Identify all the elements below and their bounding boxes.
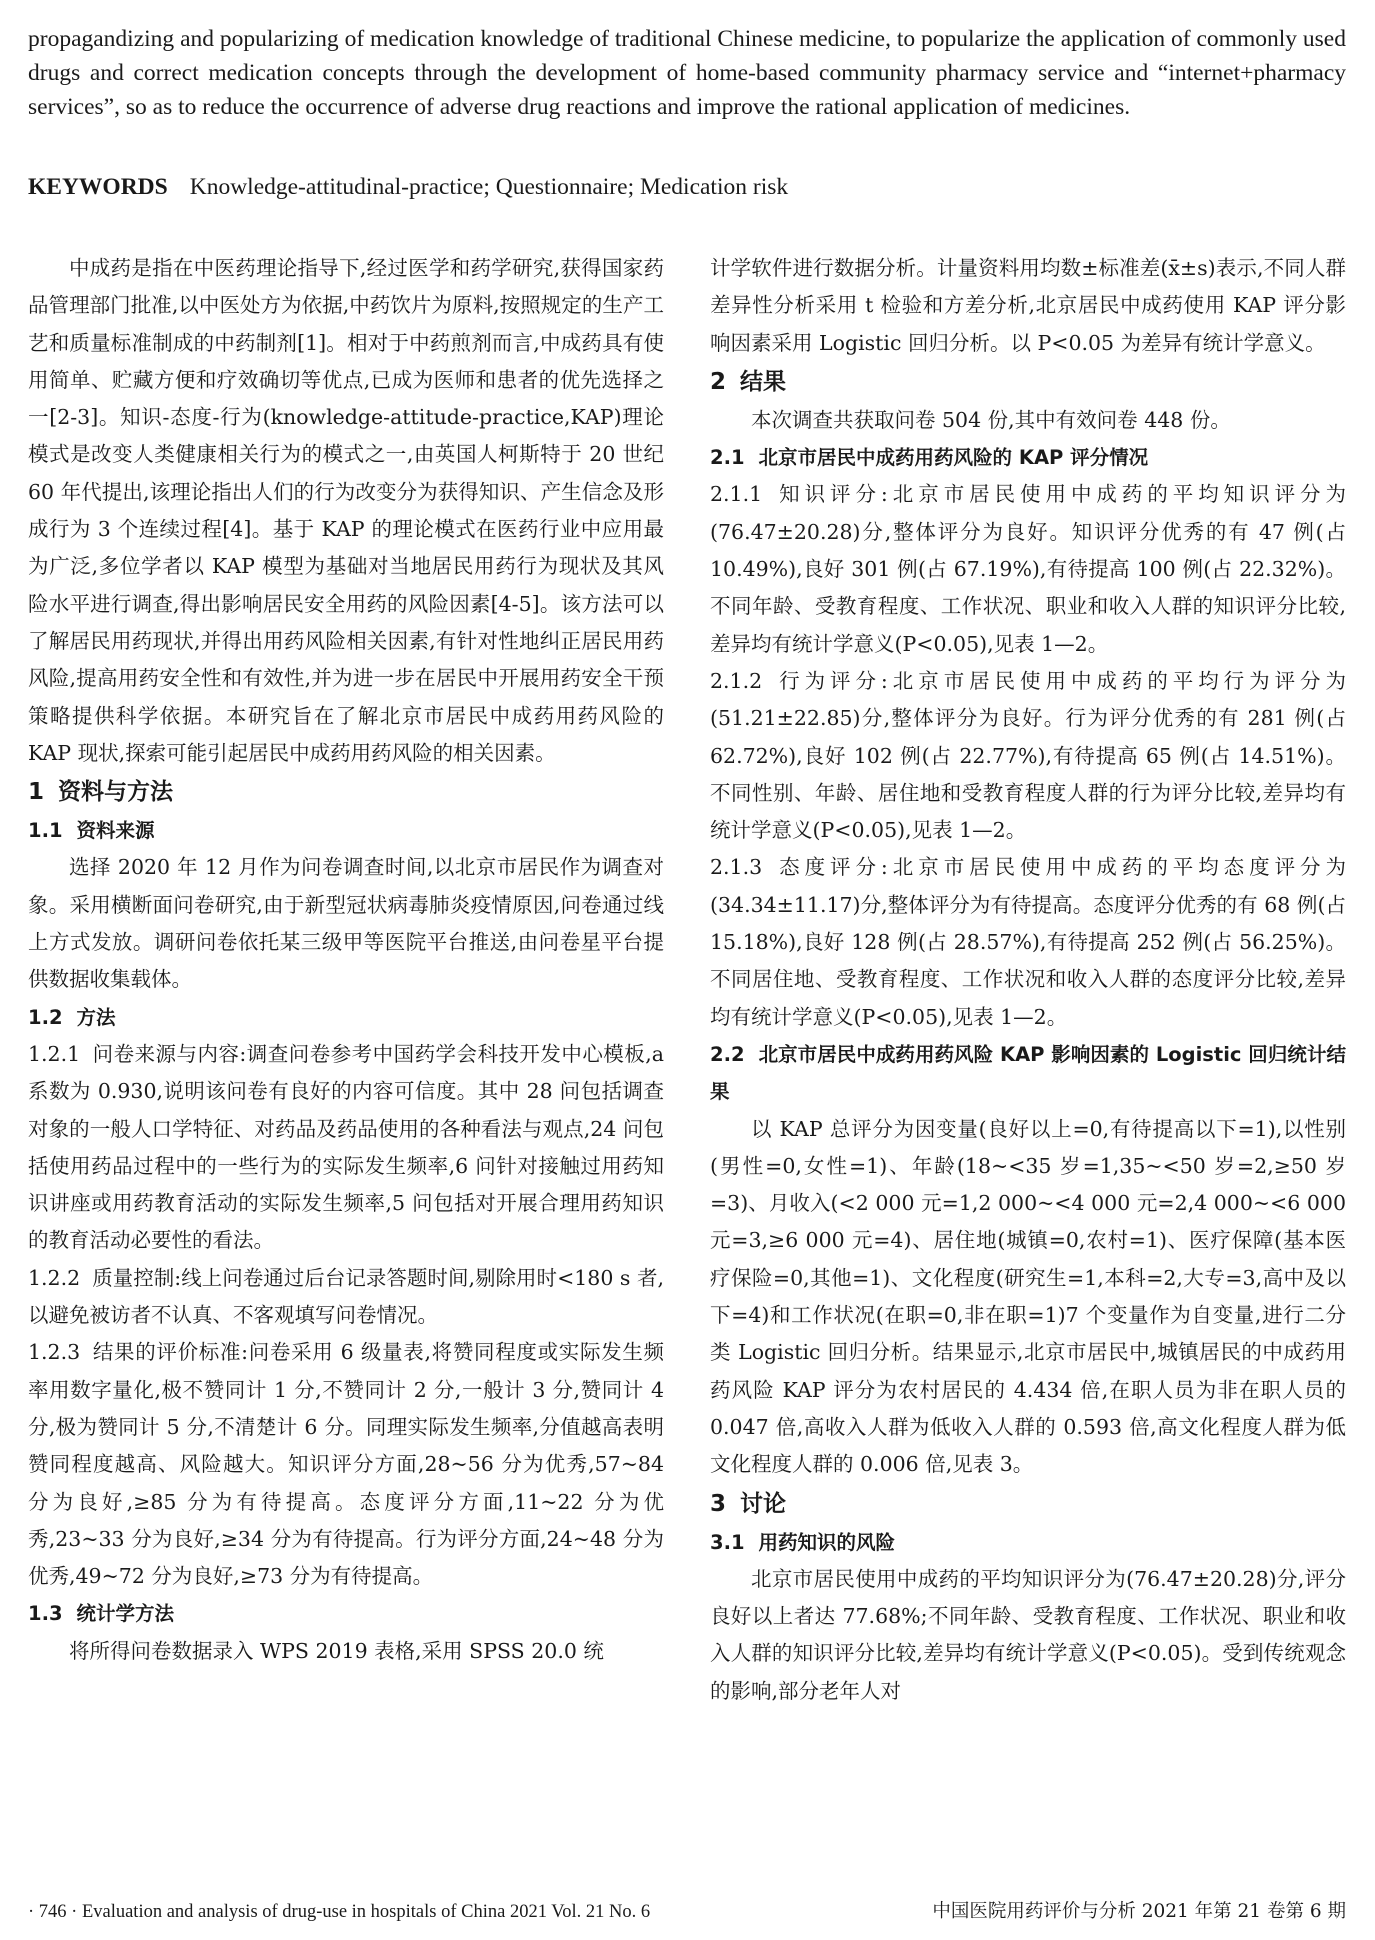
section-2-2-heading [710,1036,1346,1111]
section-1-1-paragraph: 选择 2020 年 12 月作为问卷调查时间,以北京市居民作为调查对象。采用横断面问卷研究,由于新型冠状病毒肺炎疫情原因,问卷通过线上方式发放。调研问卷依托某三级甲等医院平台推送,由问卷星平台提供数据收集载体。 [28,855,664,992]
section-1-1-heading [28,812,664,849]
section-2-1-1-paragraph [710,476,1346,662]
section-1-2-heading [28,999,664,1036]
section-1-2-3-paragraph [28,1334,664,1595]
section-1-2-3-number: 1.2.3 [28,1340,81,1365]
section-1-3-heading [28,1595,664,1632]
section-1-3-number: 1.3 [28,1602,63,1626]
section-3-1-number: 3.1 [710,1530,745,1554]
section-1-3-paragraph: 将所得问卷数据录入 WPS 2019 表格,采用 SPSS 20.0 统 [69,1638,604,1663]
section-1-3-title: 统计学方法 [76,1602,175,1626]
section-3-1-title: 用药知识的风险 [758,1530,896,1554]
section-1-2-1-number: 1.2.1 [28,1041,81,1066]
section-1-1-title: 资料来源 [76,819,155,843]
section-1-number: 1 [28,779,45,806]
section-2-number: 2 [710,368,727,395]
section-2-heading [710,362,1346,402]
section-2-1-2-paragraph [710,663,1346,849]
section-2-1-number: 2.1 [710,446,745,470]
section-2-2-number: 2.2 [710,1042,745,1066]
abstract-tail: propagandizing and popularizing of medication knowledge of traditional Chinese medicine, to popularize the application of commonly used drugs and correct medication concepts through the development of home-based community pharmacy service and “internet+pharmacy services”, so as to reduce the occurrence of adverse drug reactions and improve the rational application of medicines. [28,26,1346,120]
section-1-2-number: 1.2 [28,1005,63,1029]
section-1-heading [28,772,664,812]
footer-journal-chinese: 中国医院用药评价与分析 2021 年第 21 卷第 6 期 [932,1901,1346,1922]
section-1-2-2-number: 1.2.2 [28,1265,81,1290]
section-1-2-1-text: 问卷来源与内容:调查问卷参考中国药学会科技开发中心模板,a 系数为 0.930,说明该问卷有良好的内容可信度。其中 28 问包括调查对象的一般人口学特征、对药品及药品使用的各种看法与观点,24 问包括使用药品过程中的一些行为的实际发生频率,6 问针对接触过用药知识讲座或用药教育活动的实际发生频率,5 问包括对开展合理用药知识的教育活动必要性的看法。 [28,1041,664,1253]
section-2-1-2-number: 2.1.2 [710,668,763,693]
section-2-1-1-text: 知识评分:北京市居民使用中成药的平均知识评分为(76.47±20.28)分,整体评分为良好。知识评分优秀的有 47 例(占 10.49%),良好 301 例(占 67.19%),有待提高 100 例(占 22.32%)。不同年龄、受教育程度、工作状况、职业和收入人群的知识评分比较,差异均有统计学意义(P<0.05),见表 1—2。 [710,482,1346,656]
section-2-1-2-text: 行为评分:北京市居民使用中成药的平均行为评分为(51.21±22.85)分,整体评分为良好。行为评分优秀的有 281 例(占 62.72%),良好 102 例(占 22.77%),有待提高 65 例(占 14.51%)。不同性别、年龄、居住地和受教育程度人群的行为评分比较,差异均有统计学意义(P<0.05),见表 1—2。 [710,668,1346,843]
section-1-2-2-paragraph [28,1260,664,1335]
section-1-1-number: 1.1 [28,819,63,843]
section-2-1-title: 北京市居民中成药用药风险的 KAP 评分情况 [758,446,1149,470]
section-1-2-3-text: 结果的评价标准:问卷采用 6 级量表,将赞同程度或实际发生频率用数字量化,极不赞同计 1 分,不赞同计 2 分,一般计 3 分,赞同计 4 分,极为赞同计 5 分,不清楚计 6 分。同理实际发生频率,分值越高表明赞同程度越高、风险越大。知识评分方面,28~56 分为优秀,57~84 分为良好,≥85 分为有待提高。态度评分方面,11~22 分为优秀,23~33 分为良好,≥34 分为有待提高。行为评分方面,24~48 分为优秀,49~72 分为良好,≥73 分为有待提高。 [28,1340,664,1589]
page-footer [28,1897,1346,1927]
section-2-1-heading [710,439,1346,476]
keywords-text: Knowledge-attitudinal-practice; Questionnaire; Medication risk [189,174,789,200]
section-3-1-heading [710,1524,1346,1561]
section-1-2-title: 方法 [76,1005,116,1029]
section-3-1-paragraph: 北京市居民使用中成药的平均知识评分为(76.47±20.28)分,评分良好以上者达 77.68%;不同年龄、受教育程度、工作状况、职业和收入人群的知识评分比较,差异均有统计学意义(P<0.05)。受到传统观念的影响,部分老年人对 [710,1566,1346,1703]
section-3-heading [710,1484,1346,1524]
section-2-2-paragraph: 以 KAP 总评分为因变量(良好以上=0,有待提高以下=1),以性别(男性=0,女性=1)、年龄(18~<35 岁=1,35~<50 岁=2,≥50 岁=3)、月收入(<2 000 元=1,2 000~<4 000 元=2,4 000~<6 000 元=3,≥6 000 元=4)、居住地(城镇=0,农村=1)、医疗保障(基本医疗保险=0,其他=1)、文化程度(研究生=1,本科=2,大专=3,高中及以下=4)和工作状况(在职=0,非在职=1)7 个变量作为自变量,进行二分类 Logistic 回归分析。结果显示,北京市居民中,城镇居民的中成药用药风险 KAP 评分为农村居民的 4.434 倍,在职人员为非在职人员的 0.047 倍,高收入人群为低收入人群的 0.593 倍,高文化程度人群为低文化程度人群的 0.006 倍,见表 3。 [710,1116,1346,1477]
section-2-paragraph: 本次调查共获取问卷 504 份,其中有效问卷 448 份。 [751,407,1231,432]
section-2-1-1-number: 2.1.1 [710,482,763,507]
section-1-3-continued: 计学软件进行数据分析。计量资料用均数±标准差(x̄±s)表示,不同人群差异性分析采用 t 检验和方差分析,北京居民中成药使用 KAP 评分影响因素采用 Logistic 回归分析。以 P<0.05 为差异有统计学意义。 [710,256,1346,355]
keywords-label: KEYWORDS [28,174,168,200]
intro-paragraph: 中成药是指在中医药理论指导下,经过医学和药学研究,获得国家药品管理部门批准,以中医处方为依据,中药饮片为原料,按照规定的生产工艺和质量标准制成的中药制剂[1]。相对于中药煎剂而言,中成药具有使用简单、贮藏方便和疗效确切等优点,已成为医师和患者的优先选择之一[2-3]。知识-态度-行为(knowledge-attitude-practice,KAP)理论模式是改变人类健康相关行为的模式之一,由英国人柯斯特于 20 世纪 60 年代提出,该理论指出人们的行为改变分为获得知识、产生信念及形成行为 3 个连续过程[4]。基于 KAP 的理论模式在医药行业中应用最为广泛,多位学者以 KAP 模型为基础对当地居民用药行为现状及其风险水平进行调查,得出影响居民安全用药的风险因素[4-5]。该方法可以了解居民用药现状,并得出用药风险相关因素,有针对性地纠正居民用药风险,提高用药安全性和有效性,并为进一步在居民中开展用药安全干预策略提供科学依据。本研究旨在了解北京市居民中成药用药风险的 KAP 现状,探索可能引起居民中成药用药风险的相关因素。 [28,256,664,765]
left-column [28,250,664,1670]
section-2-1-3-paragraph [710,849,1346,1035]
section-2-1-3-text: 态度评分:北京市居民使用中成药的平均态度评分为(34.34±11.17)分,整体评分为有待提高。态度评分优秀的有 68 例(占 15.18%),良好 128 例(占 28.57%),有待提高 252 例(占 56.25%)。不同居住地、受教育程度、工作状况和收入人群的态度评分比较,差异均有统计学意义(P<0.05),见表 1—2。 [710,855,1346,1029]
section-3-title: 讨论 [740,1490,787,1517]
footer-journal-english: · 746 · Evaluation and analysis of drug-use in hospitals of China 2021 Vol. 21 No. 6 [28,1902,651,1922]
section-1-2-2-text: 质量控制:线上问卷通过后台记录答题时间,剔除用时<180 s 者,以避免被访者不认真、不客观填写问卷情况。 [28,1265,664,1328]
section-1-2-1-paragraph [28,1036,664,1260]
section-2-2-title: 北京市居民中成药用药风险 KAP 影响因素的 Logistic 回归统计结果 [710,1042,1346,1104]
section-3-number: 3 [710,1490,727,1517]
section-1-title: 资料与方法 [58,779,174,806]
section-2-1-3-number: 2.1.3 [710,855,763,880]
right-column [710,250,1346,1710]
keywords-line [28,170,1346,204]
section-2-title: 结果 [740,368,787,395]
